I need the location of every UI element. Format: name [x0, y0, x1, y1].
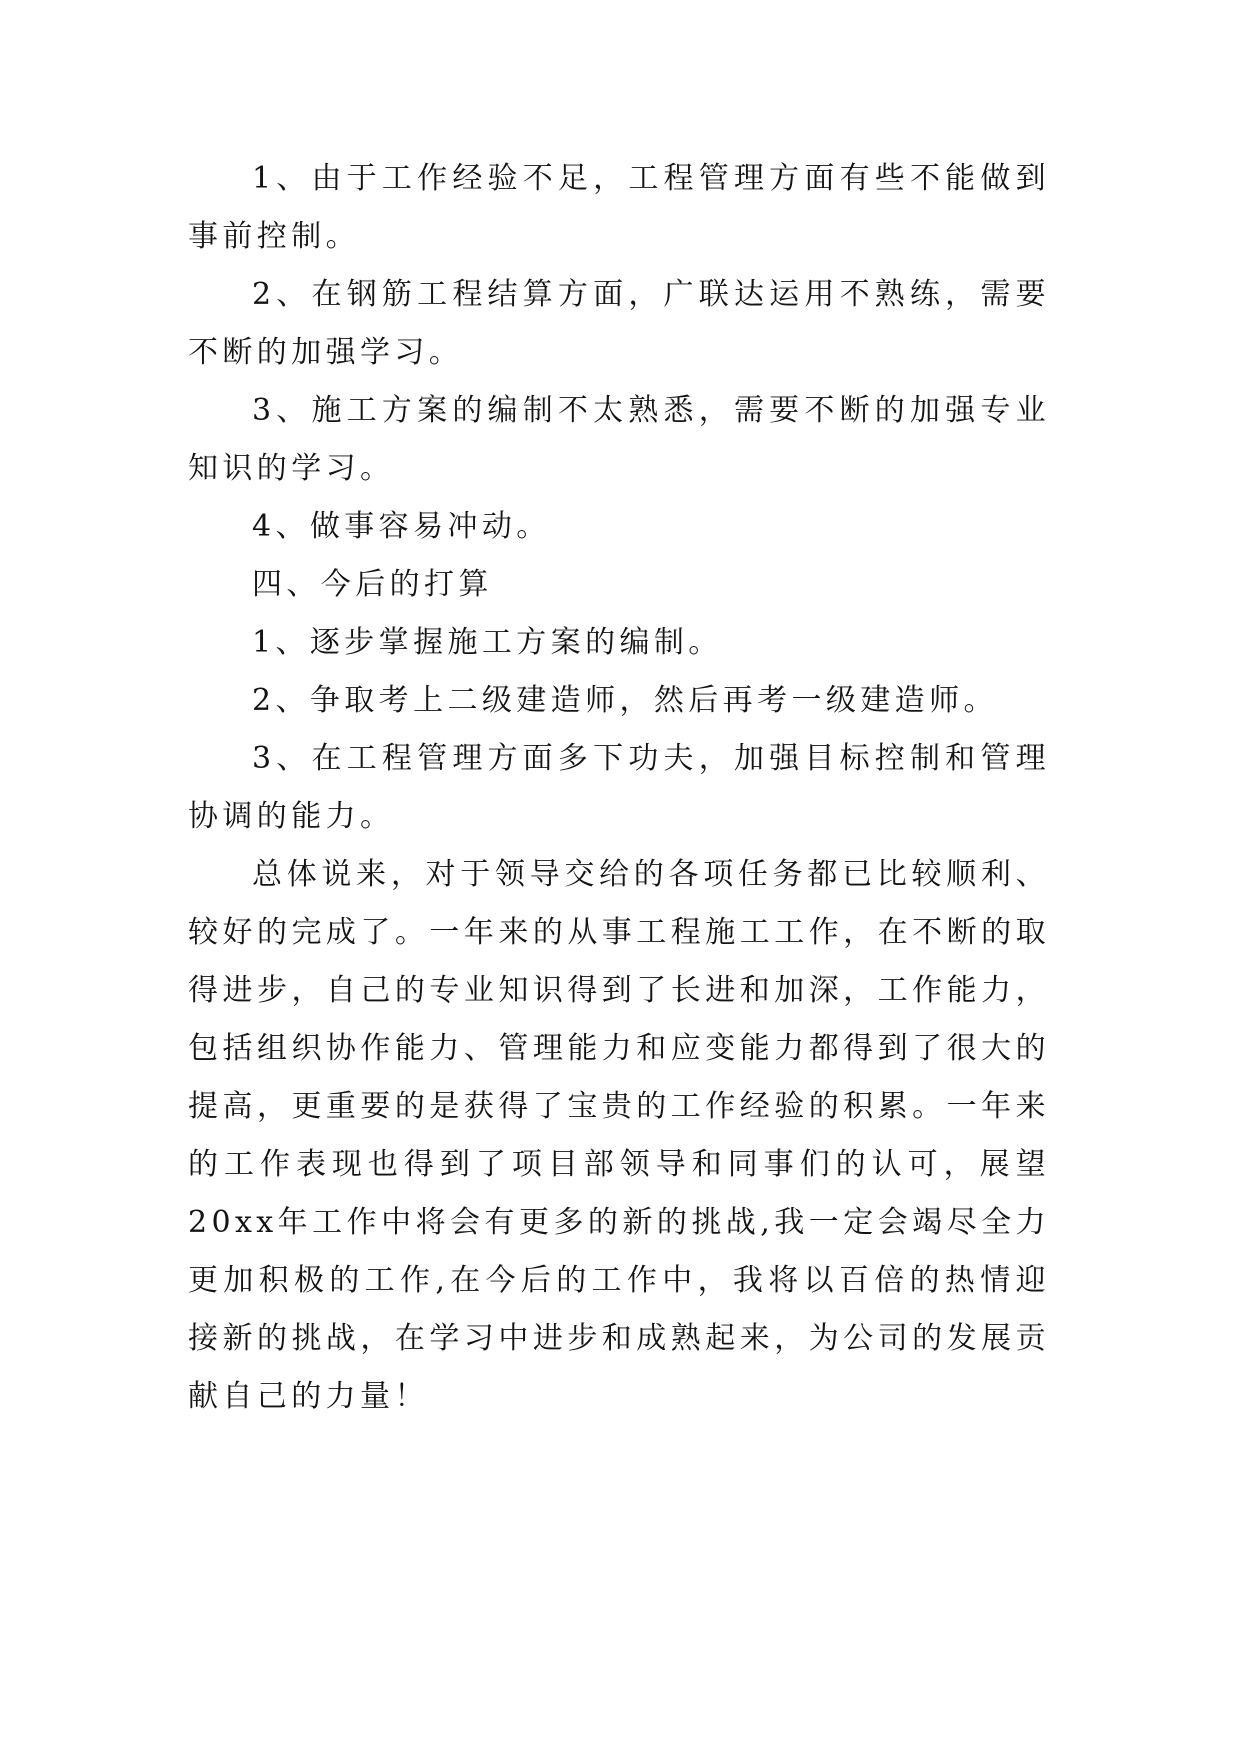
- paragraph-summary: 总体说来，对于领导交给的各项任务都已比较顺利、较好的完成了。一年来的从事工程施工工作，在不断的取得进步，自己的专业知识得到了长进和加深，工作能力，包括组织协作能力、管理能力和应变能力都得到了很大的提高，更重要的是获得了宝贵的工作经验的积累。一年来的工作表现也得到了项目部领导和同事们的认可，展望20xx年工作中将会有更多的新的挑战,我一定会竭尽全力更加积极的工作,在今后的工作中，我将以百倍的热情迎接新的挑战，在学习中进步和成熟起来，为公司的发展贡献自己的力量！: [188, 857, 1050, 1414]
- paragraph-plan-3: 3、在工程管理方面多下功夫，加强目标控制和管理协调的能力。: [188, 741, 1050, 834]
- paragraph-plan-1: 1、逐步掌握施工方案的编制。: [252, 625, 723, 660]
- section-heading-future-plans: 四、今后的打算: [252, 567, 493, 602]
- document-body: [188, 150, 1050, 1426]
- paragraph-shortcoming-4: 4、做事容易冲动。: [252, 509, 551, 544]
- paragraph-shortcoming-1: 1、由于工作经验不足，工程管理方面有些不能做到事前控制。: [188, 161, 1050, 254]
- paragraph-shortcoming-3: 3、施工方案的编制不太熟悉，需要不断的加强专业知识的学习。: [188, 393, 1050, 486]
- paragraph-shortcoming-2: 2、在钢筋工程结算方面，广联达运用不熟练，需要不断的加强学习。: [188, 277, 1050, 370]
- paragraph-plan-2: 2、争取考上二级建造师，然后再考一级建造师。: [252, 683, 998, 718]
